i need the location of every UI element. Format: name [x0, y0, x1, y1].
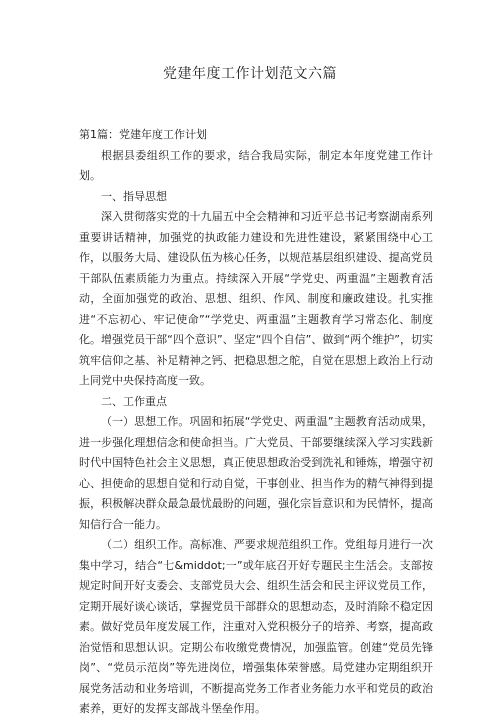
article-heading: 第1篇：党建年度工作计划: [79, 128, 207, 141]
paragraph-intro: 根据县委组织工作的要求，结合我局实际，制定本年度党建工作计划。: [79, 148, 433, 182]
document-body: [79, 125, 433, 720]
paragraph-ideological-work: （一）思想工作。巩固和拓展“学党史、两重温”主题教育活动成果，进一步强化理想信念和使命担当。广大党员、干部要继续深入学习实践新时代中国特色社会主义思想，真正使思想政治受到洗礼和锤炼，增强守初心、担使命的思想自觉和行动自觉，干事创业、担当作为的精气神得到提振，积极解决群众最急最忧最盼的问题，强化宗旨意识和为民情怀，提高知信行合一能力。: [79, 415, 433, 531]
paragraph-guiding-thought: 深入贯彻落实党的十九届五中全会精神和习近平总书记考察湖南系列重要讲话精神，加强党的执政能力建设和先进性建设，紧紧围绕中心工作，以服务大局、建设队伍为核心任务，以规范基层组织建设、提高党员干部队伍素质能力为重点。持续深入开展“学党史、两重温”主题教育活动，全面加强党的政治、思想、组织、作风、制度和廉政建设。扎实推进“不忘初心、牢记使命”“学党史、两重温”主题教育学习常态化、制度化。增强党员干部“四个意识”、坚定“四个自信”、做到“两个维护”，切实筑牢信仰之基、补足精神之钙、把稳思想之舵，自觉在思想上政治上行动上同党中央保持高度一致。: [79, 210, 433, 387]
section-heading-work-focus: 二、工作重点: [101, 394, 167, 408]
paragraph-organizational-work: （二）组织工作。高标准、严要求规范组织工作。党组每月进行一次集中学习，结合“七&middot;一”或年底召开好专题民主生活会。支部按规定时间开好支委会、支部党员大会、组织生活会和民主评议党员工作，定期开展好谈心谈话，掌握党员干部群众的思想动态，及时消除不稳定因素。做好党员年度发展工作，注重对入党积极分子的培养、考察，提高政治觉悟和思想认识。定期公布收缴党费情况，加强监管。创建“党员先锋岗”、“党员示范岗”等先进岗位，增强集体荣誉感。局党建办定期组织开展党务活动和业务培训，不断提高党务工作者业务能力水平和党员的政治素养，更好的发挥支部战斗堡垒作用。: [79, 538, 433, 715]
section-heading-guiding-thought: 一、指导思想: [101, 189, 167, 203]
document-title: 党建年度工作计划范文六篇: [163, 66, 337, 82]
